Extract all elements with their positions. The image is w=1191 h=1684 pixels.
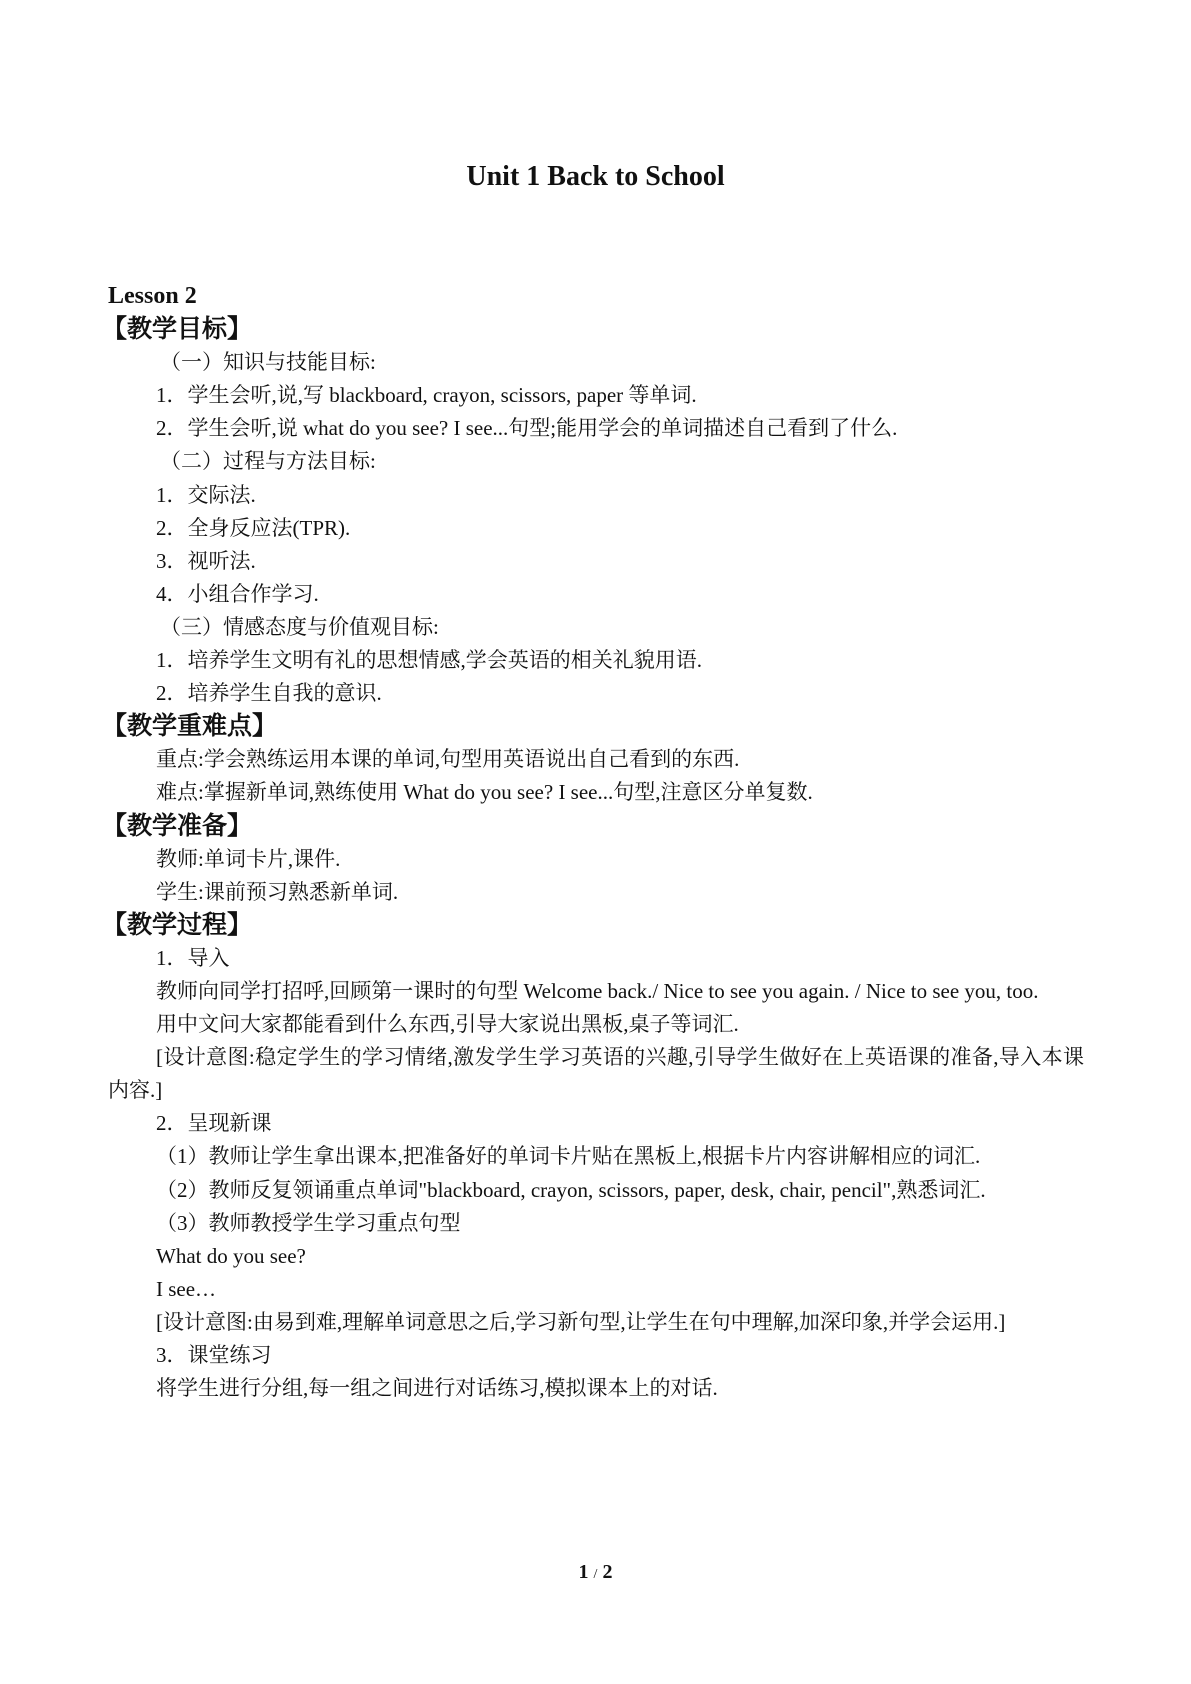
lesson-label: Lesson 2: [108, 283, 197, 309]
heading-key-points: 【教学重难点】: [102, 713, 278, 741]
heading-preparation: 【教学准备】: [102, 812, 253, 840]
paragraph: （2）教师反复领诵重点单词"blackboard, crayon, scissors, paper, desk, chair, pencil",熟悉词汇.: [156, 1177, 986, 1202]
subheading-knowledge: （一）知识与技能目标:: [160, 350, 376, 375]
key-point: 重点:学会熟练运用本课的单词,句型用英语说出自己看到的东西.: [156, 747, 740, 772]
difficult-point: 难点:掌握新单词,熟练使用 What do you see? I see...句型,注意区分单复数.: [156, 780, 813, 805]
subheading-process: （二）过程与方法目标:: [160, 449, 376, 474]
list-item: 3．视听法.: [156, 548, 256, 573]
list-item: 4．小组合作学习.: [156, 581, 319, 606]
list-item: 1．培养学生文明有礼的思想情感,学会英语的相关礼貌用语.: [156, 648, 702, 673]
paragraph: 将学生进行分组,每一组之间进行对话练习,模拟课本上的对话.: [156, 1376, 718, 1401]
paragraph: 用中文问大家都能看到什么东西,引导大家说出黑板,桌子等词汇.: [156, 1012, 739, 1037]
heading-objectives: 【教学目标】: [102, 316, 253, 344]
design-intent: [设计意图:稳定学生的学习情绪,激发学生学习英语的兴趣,引导学生做好在上英语课的准备,导入本课内容.]: [108, 1045, 1084, 1103]
page-separator: /: [593, 1567, 598, 1582]
step-title: 1．导入: [156, 945, 230, 970]
current-page: 1: [578, 1561, 589, 1583]
design-intent: [设计意图:由易到难,理解单词意思之后,学习新句型,让学生在句中理解,加深印象,并学会运用.]: [156, 1309, 1006, 1334]
total-pages: 2: [602, 1561, 613, 1583]
list-item: 2．学生会听,说 what do you see? I see...句型;能用学会的单词描述自己看到了什么.: [156, 416, 898, 441]
list-item: 2．培养学生自我的意识.: [156, 681, 382, 706]
subheading-emotion: （三）情感态度与价值观目标:: [160, 614, 439, 639]
paragraph: （3）教师教授学生学习重点句型: [156, 1210, 461, 1235]
list-item: 1．交际法.: [156, 482, 256, 507]
paragraph: （1）教师让学生拿出课本,把准备好的单词卡片贴在黑板上,根据卡片内容讲解相应的词汇.: [156, 1144, 981, 1169]
step-title: 3．课堂练习: [156, 1343, 272, 1367]
heading-process: 【教学过程】: [102, 911, 253, 939]
student-preparation: 学生:课前预习熟悉新单词.: [156, 879, 399, 904]
document-title: Unit 1 Back to School: [466, 161, 725, 192]
document-body: [102, 280, 1084, 1405]
list-item: 1．学生会听,说,写 blackboard, crayon, scissors, paper 等单词.: [156, 383, 697, 408]
step-title: 2．呈现新课: [156, 1111, 272, 1136]
sentence-pattern: What do you see?: [156, 1243, 306, 1268]
paragraph: 教师向同学打招呼,回顾第一课时的句型 Welcome back./ Nice to see you again. / Nice to see you, too.: [156, 978, 1039, 1003]
page-number: [0, 1560, 1191, 1587]
teacher-preparation: 教师:单词卡片,课件.: [156, 846, 341, 871]
sentence-pattern: I see…: [156, 1276, 217, 1301]
list-item: 2．全身反应法(TPR).: [156, 515, 351, 540]
